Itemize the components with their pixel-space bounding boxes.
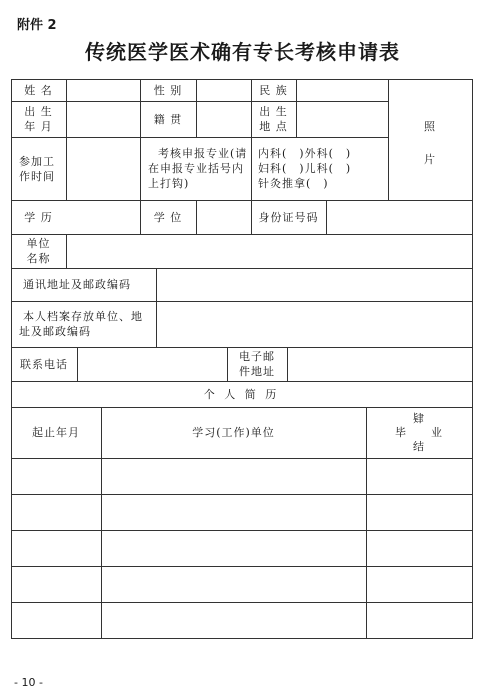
resume-unit-field[interactable]: [101, 458, 366, 494]
resume-status-field[interactable]: [366, 566, 472, 602]
email-label-line2: 件地址: [239, 365, 275, 378]
education-field[interactable]: [66, 200, 140, 234]
form-title: 传统医学医术确有专长考核申请表: [85, 40, 400, 64]
birthplace-label-line1: 出 生: [259, 105, 288, 118]
resume-col-status-mid: 毕 业: [395, 425, 443, 439]
birthplace-label: [251, 101, 296, 137]
email-label-line1: 电子邮: [239, 350, 275, 363]
resume-period-field[interactable]: [11, 530, 101, 566]
specialty-option-acupuncture[interactable]: 针灸推拿( ): [258, 177, 329, 190]
id-number-label: 身份证号码: [258, 210, 319, 224]
resume-col-status-top: 肄: [413, 411, 425, 425]
archive-label: [11, 301, 156, 347]
degree-field[interactable]: [196, 200, 251, 234]
specialty-label-line1: 考核申报专业(请: [158, 147, 248, 160]
gender-field[interactable]: [196, 79, 251, 101]
page-number: - 10 -: [14, 676, 43, 689]
resume-unit-field[interactable]: [101, 530, 366, 566]
phone-field[interactable]: [77, 347, 227, 381]
mailing-address-label: 通讯地址及邮政编码: [23, 278, 131, 291]
birth-date-label: [11, 101, 66, 137]
birth-date-label-line2: 年 月: [24, 120, 53, 133]
birthplace-label-line2: 地 点: [259, 120, 288, 133]
specialty-option-gyn-pediatrics[interactable]: 妇科( )儿科( ): [258, 162, 352, 175]
ethnicity-label: 民 族: [259, 83, 288, 97]
specialty-label-line3: 上打钩): [148, 177, 190, 190]
resume-unit-field[interactable]: [101, 494, 366, 530]
archive-field[interactable]: [156, 301, 472, 347]
id-number-field[interactable]: [326, 200, 472, 234]
gender-label: 性 别: [153, 83, 183, 97]
resume-period-field[interactable]: [11, 602, 101, 638]
work-start-field[interactable]: [66, 137, 140, 200]
resume-col-period: 起止年月: [32, 426, 80, 439]
phone-label: 联系电话: [20, 357, 68, 371]
specialty-label: [140, 137, 251, 200]
resume-status-field[interactable]: [366, 458, 472, 494]
unit-name-label-line2: 名称: [26, 252, 51, 265]
specialty-label-line2: 在申报专业括号内: [148, 162, 244, 175]
birth-date-field[interactable]: [66, 101, 140, 137]
email-label: [227, 347, 287, 381]
resume-unit-field[interactable]: [101, 602, 366, 638]
native-place-label: 籍 贯: [153, 112, 183, 126]
birth-date-label-line1: 出 生: [24, 105, 53, 118]
table-line: [472, 79, 473, 639]
unit-name-field[interactable]: [66, 234, 472, 268]
resume-period-field[interactable]: [11, 458, 101, 494]
resume-status-field[interactable]: [366, 530, 472, 566]
photo-box[interactable]: [388, 79, 472, 200]
photo-label-bottom: 片: [424, 152, 436, 166]
resume-col-status-bottom: 结: [413, 439, 425, 453]
work-start-label-line1: 参加工: [19, 154, 55, 168]
ethnicity-field[interactable]: [296, 79, 388, 101]
mailing-address-field[interactable]: [156, 268, 472, 301]
resume-period-field[interactable]: [11, 494, 101, 530]
table-line: [11, 638, 473, 639]
unit-name-label: [11, 234, 66, 268]
resume-period-field[interactable]: [11, 566, 101, 602]
native-place-field[interactable]: [196, 101, 251, 137]
education-label: 学 历: [24, 210, 53, 224]
resume-status-field[interactable]: [366, 494, 472, 530]
attachment-label: 附件 2: [17, 18, 57, 33]
photo-label-top: 照: [424, 119, 436, 133]
resume-section-title: 个 人 简 历: [203, 387, 280, 401]
name-field[interactable]: [66, 79, 140, 101]
work-start-label: [11, 137, 66, 200]
specialty-options: [251, 137, 388, 200]
name-label: 姓 名: [24, 83, 53, 97]
email-field[interactable]: [287, 347, 472, 381]
archive-label-line2: 址及邮政编码: [19, 325, 91, 338]
specialty-option-internal-surgery[interactable]: 内科( )外科( ): [258, 147, 352, 160]
resume-status-field[interactable]: [366, 602, 472, 638]
archive-label-line1: 本人档案存放单位、地: [23, 310, 143, 323]
work-start-label-line2: 作时间: [19, 169, 55, 183]
unit-name-label-line1: 单位: [26, 237, 51, 250]
resume-unit-field[interactable]: [101, 566, 366, 602]
resume-col-status: [366, 407, 472, 458]
birthplace-field[interactable]: [296, 101, 388, 137]
degree-label: 学 位: [153, 210, 183, 224]
resume-col-unit: 学习(工作)单位: [192, 426, 275, 439]
